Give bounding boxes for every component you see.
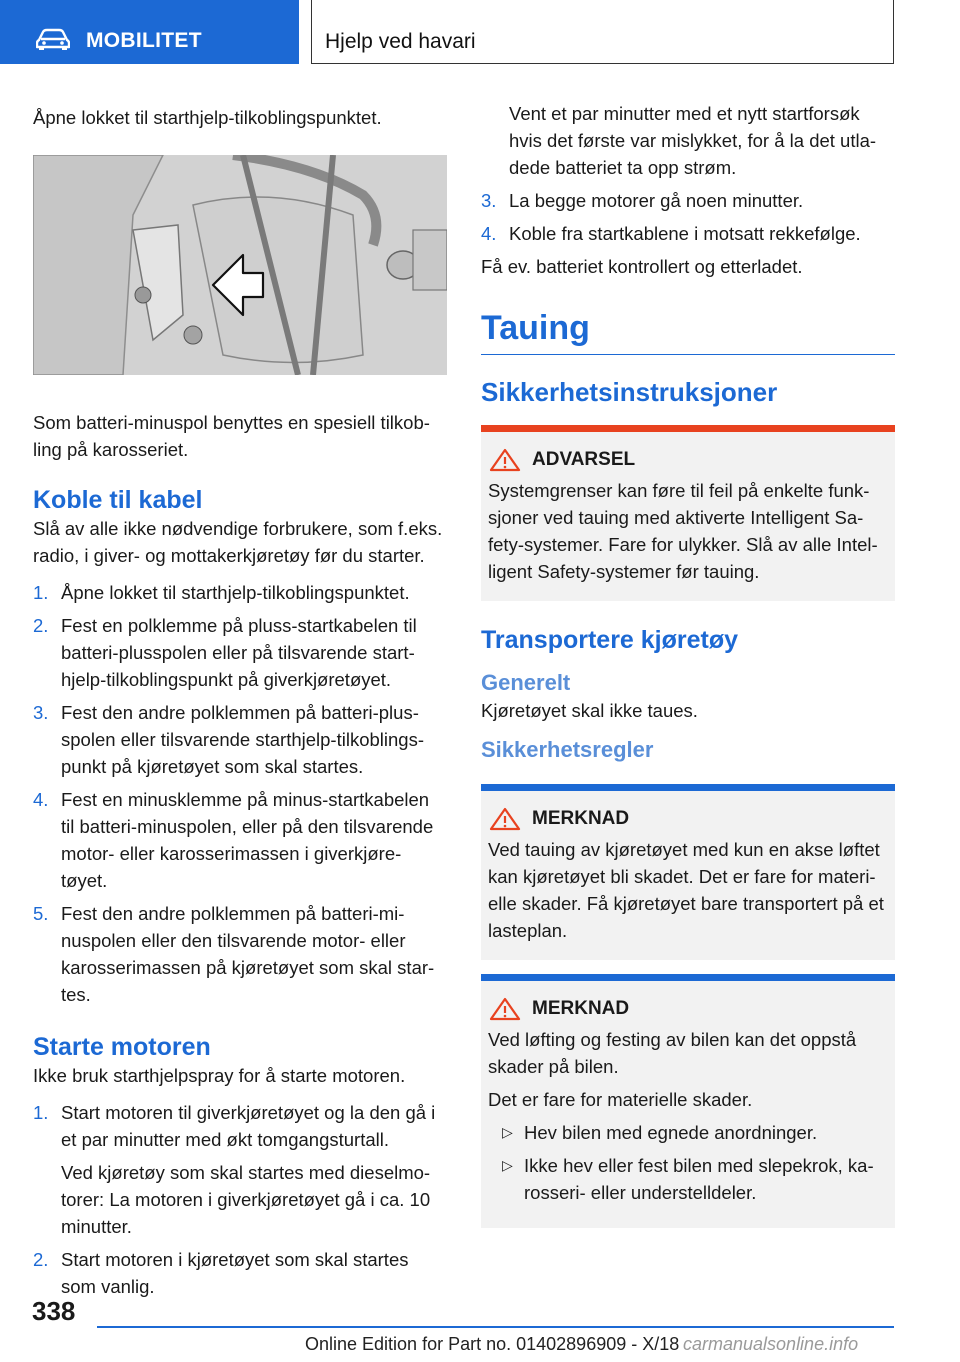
photo-caption: Som batteri-minuspol benyttes en spesiell tilkob-ling på karosseriet. (33, 412, 430, 460)
warning-text: Systemgrenser kan føre til feil på enkelte funk-sjoner ved tauing med aktiverte Intelligent Sa-fety-systemer. Fare for ulykker. Slå av alle Intel-ligent Safety-systemer før tauing. (488, 480, 878, 582)
start-steps (33, 1099, 447, 1300)
warning-triangle-icon (488, 807, 522, 831)
general-heading: Generelt (481, 670, 571, 695)
section-tab (0, 0, 299, 64)
section-heading-connect: Koble til kabel (33, 486, 203, 514)
list-item: ▷ Ikke hev eller fest bilen med slepekrok, ka-rosseri- eller understelldeler. (488, 1152, 887, 1206)
triangle-bullet-icon: ▷ (502, 1124, 513, 1140)
list-item: 5. Fest den andre polklemmen på batteri-mi-nuspolen eller den tilsvarende motor- eller karosserimassen på kjøretøyet som skal star-tes. (33, 903, 435, 1005)
section-heading-start: Starte motoren (33, 1033, 211, 1061)
note-text: Ved tauing av kjøretøyet med kun en akse løftet kan kjøretøyet bli skadet. Det er fare for materi-elle skader. Få kjøretøyet bare transportert på et lasteplan. (488, 839, 884, 941)
note-box (481, 784, 895, 960)
footer-divider (97, 1326, 894, 1328)
safety-heading: Sikkerhetsinstruksjoner (481, 377, 778, 407)
warning-label: ADVARSEL (532, 449, 636, 470)
note-label: MERKNAD (532, 998, 630, 1019)
footer-edition: Online Edition for Part no. 01402896909 - X/18 (305, 1334, 680, 1354)
page-number: 338 (32, 1296, 76, 1326)
after-text: Få ev. batteriet kontrollert og etterladet. (481, 256, 803, 277)
list-item: 4. Fest en minusklemme på minus-startkabelen til batteri-minuspolen, eller på den tilsvarende motor- eller karosserimassen i giverkjøre-tøyet. (33, 789, 434, 891)
triangle-bullet-icon: ▷ (502, 1157, 513, 1173)
breadcrumb-label: Hjelp ved havari (325, 30, 476, 53)
note-box (481, 974, 895, 1228)
list-item: ▷ Hev bilen med egnede anordninger. (488, 1119, 887, 1146)
list-item: 3. Fest den andre polklemmen på batteri-plus-spolen eller tilsvarende starthjelp-tilkoblings-punkt på kjøretøyet som skal startes. (33, 702, 424, 777)
watermark: carmanualsonline.info (683, 1334, 859, 1354)
general-text: Kjøretøyet skal ikke taues. (481, 700, 698, 721)
connect-steps (33, 579, 447, 1008)
list-item: 2. Fest en polklemme på pluss-startkabelen til batteri-plusspolen eller på tilsvarende start-hjelp-tilkoblingspunkt på giverkjøretøyet. (33, 615, 417, 690)
warning-box (481, 425, 895, 601)
intro-text: Åpne lokket til starthjelp-tilkoblingspunktet. (33, 107, 382, 128)
warning-triangle-icon (488, 997, 522, 1021)
start-intro: Ikke bruk starthjelpspray for å starte motoren. (33, 1065, 406, 1086)
left-column (33, 104, 447, 1306)
breadcrumb (311, 0, 894, 64)
list-item: 1. Start motoren til giverkjøretøyet og la den gå i et par minutter med økt tomgangsturtall. Ved kjøretøy som skal startes med dieselmo-torer: La motoren i giverkjøretøyet gå i ca. 10 minutter. (33, 1102, 436, 1237)
list-item: 4. Koble fra startkablene i motsatt rekkefølge. (481, 223, 861, 244)
note-label: MERKNAD (532, 808, 630, 829)
note-text: Ved løfting og festing av bilen kan det oppstå skader på bilen. (488, 1029, 857, 1077)
transport-heading: Transportere kjøretøy (481, 626, 739, 654)
chapter-heading: Tauing (481, 308, 895, 355)
note-text: Det er fare for materielle skader. (488, 1089, 753, 1110)
photo-spacer (33, 131, 447, 409)
section-title: MOBILITET (86, 29, 202, 52)
disconnect-steps (481, 187, 895, 247)
continued-text: Vent et par minutter med et nytt startforsøk hvis det første var mislykket, for å la det utla-dede batteriet ta opp strøm. (509, 103, 877, 178)
note-bullets (488, 1119, 887, 1206)
list-item: 3. La begge motorer gå noen minutter. (481, 190, 804, 211)
rules-heading: Sikkerhetsregler (481, 737, 654, 762)
list-item: 2. Start motoren i kjøretøyet som skal startes som vanlig. (33, 1249, 409, 1297)
right-column (481, 100, 895, 1228)
warning-triangle-icon (488, 448, 522, 472)
connect-intro: Slå av alle ikke nødvendige forbrukere, som f.eks. radio, i giver- og mottakerkjøretøy før du starter. (33, 518, 443, 566)
car-icon (36, 28, 70, 50)
list-item: 1. Åpne lokket til starthjelp-tilkoblingspunktet. (33, 582, 410, 603)
